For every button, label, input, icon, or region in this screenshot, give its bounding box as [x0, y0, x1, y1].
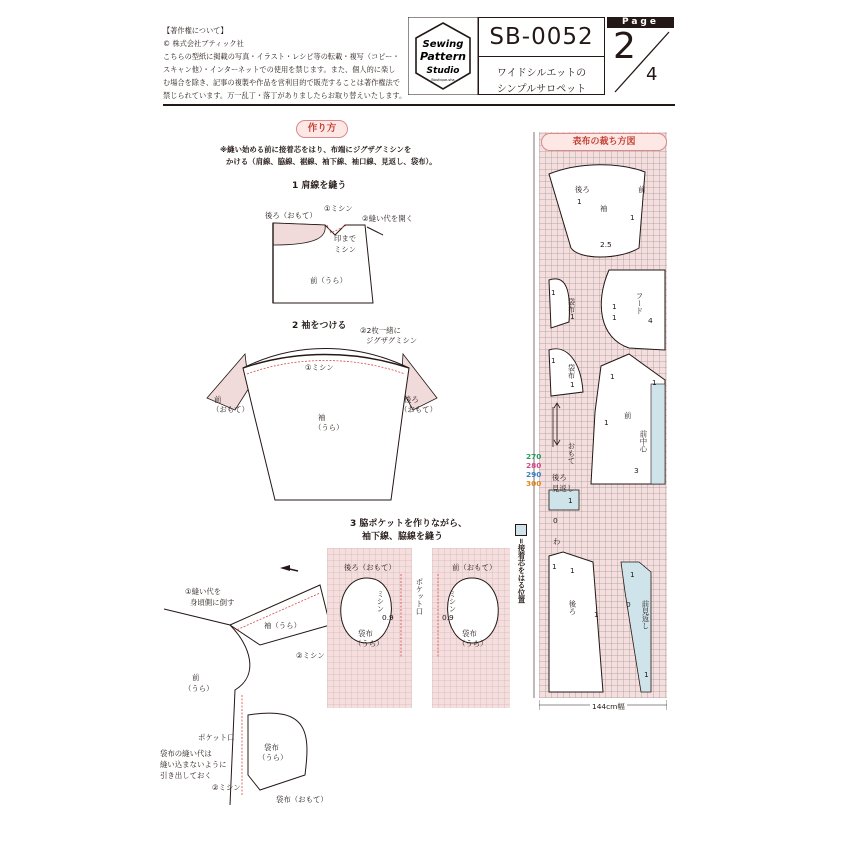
- step1-open-label: ②縫い代を開く: [362, 214, 413, 223]
- cut-front-label: 前: [624, 411, 632, 420]
- step3-front1: 前: [192, 673, 200, 682]
- step1-back-label: 後ろ（おもて）: [265, 211, 317, 220]
- cut-front-facing-label: 前見返し: [641, 600, 650, 630]
- cut-back-facing-zero: 0: [553, 516, 558, 525]
- cut-pocket1-n2: 1: [570, 312, 575, 321]
- pocket-bag1-label: 袋布: [358, 629, 373, 638]
- size-270: 270: [526, 452, 542, 461]
- step3-bag1: 袋布: [264, 743, 279, 752]
- grain-arrow-icon: [552, 400, 562, 448]
- pocket-back-label: 後ろ（おもて）: [344, 563, 396, 572]
- step3-title-line2: 袖下線、脇線を縫う: [362, 532, 444, 542]
- pocket-front-machine: ミシン: [448, 590, 457, 613]
- fabric-width-label: 144cm幅: [592, 702, 625, 711]
- pocket-bag2-label: （うら）: [354, 639, 384, 648]
- pocket-front-label: 前（おもて）: [452, 563, 497, 572]
- size-290: 290: [526, 470, 542, 479]
- step3-bag-note3: 引き出しておく: [160, 771, 212, 780]
- instructions-note-line1: ※縫い始める前に接着芯をはり、布端にジグザグミシンを: [220, 145, 412, 154]
- cut-front-facing-n2: 1: [644, 670, 649, 679]
- cut-sleeve-front: 前: [638, 185, 646, 194]
- step3-front2: （うら）: [184, 684, 214, 693]
- step1-mark1: 印まで: [334, 234, 357, 243]
- step3-pocket-mouth: ポケット口: [198, 733, 235, 742]
- length-dimension-line: [530, 132, 538, 698]
- cut-back-facing-label2: 見返し: [552, 484, 575, 493]
- copyright-line: 禁じられています。万一乱丁・落丁がありましたらお取り替えいたします。: [163, 91, 407, 100]
- interfacing-swatch: [515, 524, 527, 536]
- pocket-machine-label: ミシン: [376, 590, 385, 613]
- cut-front-n4: 3: [634, 466, 639, 475]
- cut-sleeve-n3: 2.5: [600, 240, 612, 249]
- cut-pocket1-label: 袋布: [567, 298, 576, 313]
- cut-hood-n2: 1: [612, 313, 617, 322]
- cut-back-n2: 1: [570, 566, 575, 575]
- cut-pocket2-n2: 1: [570, 380, 575, 389]
- pattern-title-line1: ワイドシルエットの: [496, 68, 587, 79]
- cut-front-n1: 1: [610, 372, 615, 381]
- copyright-line: こちらの型紙に掲載の写真・イラスト・レシピ等の転載・複写（コピー・: [163, 52, 400, 61]
- cut-front-n2: 1: [652, 378, 657, 387]
- pattern-code: SB-0052: [489, 24, 594, 50]
- cut-back-facing-n: 1: [568, 496, 573, 505]
- page-total: 4: [646, 64, 658, 85]
- size-300: 300: [526, 479, 542, 488]
- cutting-layout-title: 表布の裁ち方図: [541, 133, 667, 151]
- copyright-notice: [163, 24, 407, 102]
- page-number: 2: [613, 26, 636, 67]
- step2-front1: 前: [214, 395, 222, 404]
- cut-sleeve-n2: 1: [630, 213, 635, 222]
- cut-front-n3: 1: [604, 418, 609, 427]
- header-rule: [163, 104, 675, 106]
- cut-face-mark: おもて: [567, 442, 576, 465]
- step2-back2: （おもて）: [400, 405, 437, 414]
- step2-machine: ①ミシン: [305, 363, 334, 372]
- cut-back-label: 後ろ: [568, 600, 577, 615]
- step3-fold2: 身頃側に倒す: [190, 598, 235, 607]
- cut-sleeve-n1: 1: [577, 197, 582, 206]
- cut-front-center: 前中心: [639, 430, 648, 453]
- step1-title: 1 肩線を縫う: [292, 181, 347, 191]
- step3-machine2b: ②ミシン: [212, 783, 241, 792]
- cut-hood-n3: 4: [648, 316, 653, 325]
- pocket-front-bag1: 袋布: [462, 629, 477, 638]
- logo-line1: Sewing: [422, 39, 464, 50]
- step1-front-label: 前（うら）: [310, 276, 347, 285]
- step2-title: 2 袖をつける: [292, 321, 347, 331]
- pocket-front-seam: 0.9: [442, 613, 454, 622]
- cut-hood-label: フード: [635, 292, 644, 315]
- instructions-heading: 作り方: [296, 120, 348, 138]
- step3-bag-note1: 袋布の縫い代は: [160, 749, 212, 758]
- copyright-heading: 【著作権について】: [163, 26, 228, 35]
- cut-pocket2-n: 1: [551, 356, 556, 365]
- copyright-company: © 株式会社ブティック社: [163, 39, 244, 48]
- logo-tagline: Boutique-sha: [431, 78, 455, 82]
- step3-machine2: ②ミシン: [296, 651, 325, 660]
- logo-line2: Pattern: [419, 50, 467, 63]
- pocket-mouth-vertical: ポケット口: [415, 578, 424, 615]
- logo-line3: Studio: [426, 66, 460, 76]
- step1-machine-label: ①ミシン: [324, 204, 353, 213]
- pocket-seam-label: 0.9: [382, 613, 394, 622]
- step3-fold1: ①縫い代を: [185, 587, 222, 596]
- sewing-pattern-studio-logo: [408, 17, 478, 95]
- step3-bag-front: 袋布（おもて）: [276, 795, 328, 804]
- cut-front-facing-n1: 1: [630, 570, 635, 579]
- header-divider: [478, 56, 605, 57]
- copyright-line: スキャン他）・インターネットでの使用を禁じます。また、個人的に楽し: [163, 65, 396, 74]
- step3-bag2: （うら）: [258, 753, 288, 762]
- cut-pocket2-label: 袋布: [567, 364, 576, 379]
- cut-back-facing-label1: 後ろ: [552, 473, 567, 482]
- cut-sleeve-back: 後ろ: [575, 185, 590, 194]
- step2-zigzag2: ジグザグミシン: [366, 336, 418, 345]
- step2-back1: 後ろ: [404, 395, 419, 404]
- cut-back-n1: 1: [552, 562, 557, 571]
- cut-pocket1-n: 1: [551, 288, 556, 297]
- step3-title-line1: 3 脇ポケットを作りながら、: [350, 519, 467, 529]
- pocket-front-bag2: （うら）: [458, 639, 488, 648]
- step2-sleeve2: （うら）: [314, 423, 344, 432]
- step3-sleeve: 袖（うら）: [264, 621, 301, 630]
- cut-sleeve-label: 袖: [600, 204, 608, 213]
- step1-mark2: ミシン: [334, 245, 356, 254]
- page-slash: [607, 28, 674, 95]
- instructions-note-line2: かける（肩線、脇線、裾線、袖下線、袖口線、見返し、袋布）。: [226, 157, 437, 166]
- step2-front2: （おもて）: [212, 405, 249, 414]
- page-label: Page: [607, 17, 674, 28]
- copyright-line: む場合を除き、記事の複製や作品を営利目的で販売することは著作権法で: [163, 78, 400, 87]
- cut-back-n3: 1: [594, 610, 599, 619]
- cut-hood-n1: 1: [612, 302, 617, 311]
- cut-fold-mark: わ: [553, 537, 561, 546]
- size-280: 280: [526, 461, 542, 470]
- pattern-title-line2: シンプルサロペット: [496, 84, 587, 95]
- step3-bag-note2: 縫い込まないように: [160, 760, 227, 769]
- step2-zigzag1: ②2枚一緒に: [360, 326, 401, 335]
- interfacing-legend: =接着芯をはる位置: [517, 538, 526, 604]
- cut-front-facing-zero: 0: [626, 600, 631, 609]
- step2-sleeve1: 袖: [318, 413, 326, 422]
